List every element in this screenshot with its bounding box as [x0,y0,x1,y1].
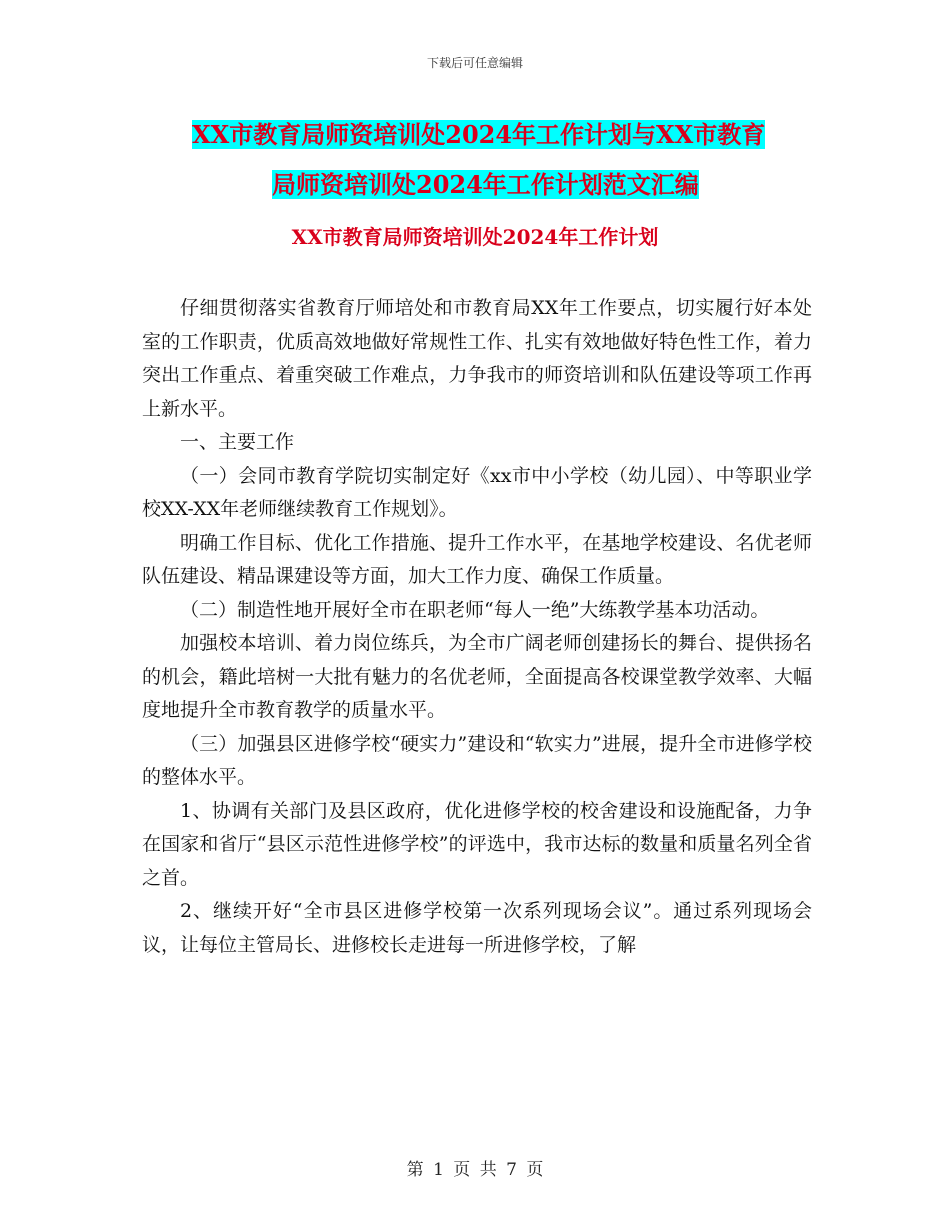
body-paragraph: 加强校本培训、着力岗位练兵，为全市广阔老师创建扬长的舞台、提供扬名的机会，籍此培树一大批有魅力的名优老师，全面提高各校课堂教学效率、大幅度地提升全市教育教学的质量水平。 [142,632,812,721]
body-paragraph: （二）制造性地开展好全市在职老师“每人一绝”大练教学基本功活动。 [180,598,770,621]
body-paragraph: 2、继续开好“全市县区进修学校第一次系列现场会议”。通过系列现场会议，让每位主管局长、进修校长走进每一所进修学校，了解 [142,900,812,956]
body-paragraph: 一、主要工作 [180,431,295,453]
document-title [140,110,820,210]
document-title-line-2: 局师资培训处2024年工作计划范文汇编 [272,170,699,199]
header-note: 下载后可任意编辑 [426,56,523,70]
body-paragraph: （三）加强县区进修学校“硬实力”建设和“软实力”进展，提升全市进修学校的整体水平。 [142,732,812,788]
document-body [142,292,812,962]
body-paragraph: 1、协调有关部门及县区政府，优化进修学校的校舍建设和设施配备，力争在国家和省厅“县区示范性进修学校”的评选中，我市达标的数量和质量名列全省之首。 [142,799,812,889]
body-paragraph: 明确工作目标、优化工作措施、提升工作水平，在基地学校建设、名优老师队伍建设、精品课建设等方面，加大工作力度、确保工作质量。 [142,531,812,587]
body-paragraph: 仔细贯彻落实省教育厅师培处和市教育局XX年工作要点，切实履行好本处室的工作职责，优质高效地做好常规性工作、扎实有效地做好特色性工作，着力突出工作重点、着重突破工作难点，力争我市的师资培训和队伍建设等项工作再上新水平。 [142,297,812,420]
document-title-line-1: XX市教育局师资培训处2024年工作计划与XX市教育 [192,120,766,149]
body-paragraph: （一）会同市教育学院切实制定好《xx市中小学校（幼儿园）、中等职业学校XX-XX年老师继续教育工作规划》。 [142,464,812,520]
section-title: XX市教育局师资培训处2024年工作计划 [291,225,659,249]
page-number: 第 1 页 共 7 页 [406,1160,544,1180]
